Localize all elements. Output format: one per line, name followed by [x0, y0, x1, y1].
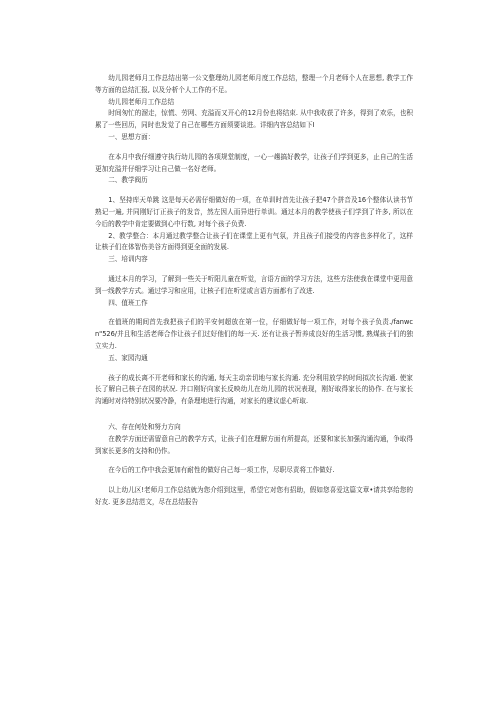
- document-body: [95, 73, 413, 509]
- section-heading-direction: 六、存在何处和努力方向: [108, 422, 181, 431]
- section-paragraph: 1、坚持库天单跳 这是每天必需仔细做好的一项，在单训时首先让孩子把47个拼音及16个整体认读书节熟记一遍, 并同刚好订正孩子的发音，然左因人而异进行单训。通过本月的教学使孩子们学到了许多, 所以在今后的教学中肯定要做到心中行数, 对每个孩子负费.: [95, 196, 413, 228]
- section-heading-duty: 四、值班工作: [108, 298, 148, 307]
- future-paragraph: 在今后的工作中我会更加有耐性的做好自己每一项工作，尽职尽责将工作做好.: [108, 466, 335, 475]
- intro-paragraph: 幼儿园老师月工作总结出第一公文整理幼儿园老师月度工作总结，整理一个月老师个人在思想, 教学工作等方面的总结汇报, 以及分析个人工作的不足。: [95, 74, 413, 94]
- section-paragraph: 通过本月的学习，了解到一些关于听阳儿童在听觉，言语方面的学习方法，这些方法使我在课堂中更用意到一线教学方式。通过学习和应用，让核子们在听觉或言语方面都有了改进.: [95, 274, 413, 295]
- section-heading-training: 三、培训内容: [108, 255, 148, 264]
- section-paragraph: 在值班的期间首先我把孩子们的平安何超放在第一位，仔细做好每一项工作，对每个孩子负责./fanwcn"526/并且和生活老师合作让孩子们过好他们的每一天. 还有让孩子暂养成良好的生活习惯, 熟煤孩子们的独立实力.: [95, 318, 413, 350]
- section-heading-communication: 五、家园沟通: [108, 353, 148, 362]
- section-heading-thinking: 一、思想方面：: [108, 132, 155, 141]
- section-paragraph: 孩子的成长离不开老师和家长的沟通, 每天主动亲切地与家长沟通. 充分利用放学的时间拟次长沟通. 使家长了解自己核子在园的状况. 并口刚好向家长反映幼儿在幼儿园的状况表现，刚好取得家长的协作. 在与家长沟通时对待特别状况要冷静，有条理地进行沟通，对家长的建议虚心听取.: [95, 373, 413, 406]
- document-title: 幼儿园老师月工作总结: [108, 97, 175, 106]
- section-paragraph: 在本月中我仔细遵守执行幼儿园的各项规堂制度，一心一趨搞好教学，让孩子们学到更多，止自己的生活更加充溢并仔细学习让自己做一名好老师。: [95, 152, 413, 173]
- closing-paragraph: 以上幼儿区!老师月工作总结就为您介绍到这里，希望它对您有招助，假如您喜爱这篇文章•请共享给您的好友. 更多总结范文，尽在总结报告: [95, 486, 413, 506]
- section-heading-teaching: 二、教学阀历: [108, 176, 148, 185]
- opening-paragraph: 时间匆忙的溜走，惊慌、劳网、充溢而又开心的12月份也将结束. 从中我收获了许多，得到了欢乐，也积累了一些回历，同时也发觉了自己在哪些方面须要谈进。详细内容总结如下I: [95, 109, 413, 130]
- section-paragraph: 2、教学整合：本月通过教学整合让孩子们在课堂上更有气氛，并且孩子们接受的内容也多样化了，这样让核子们在体智伤美谷方面得到更全面的发展.: [95, 231, 413, 252]
- section-paragraph: 在教学方面还需留意自己的教学方式，让孩子们在理解方面有所提高，还要和家长加强沟通沟通，争取得到家长更多的支持和仍作。: [95, 434, 413, 455]
